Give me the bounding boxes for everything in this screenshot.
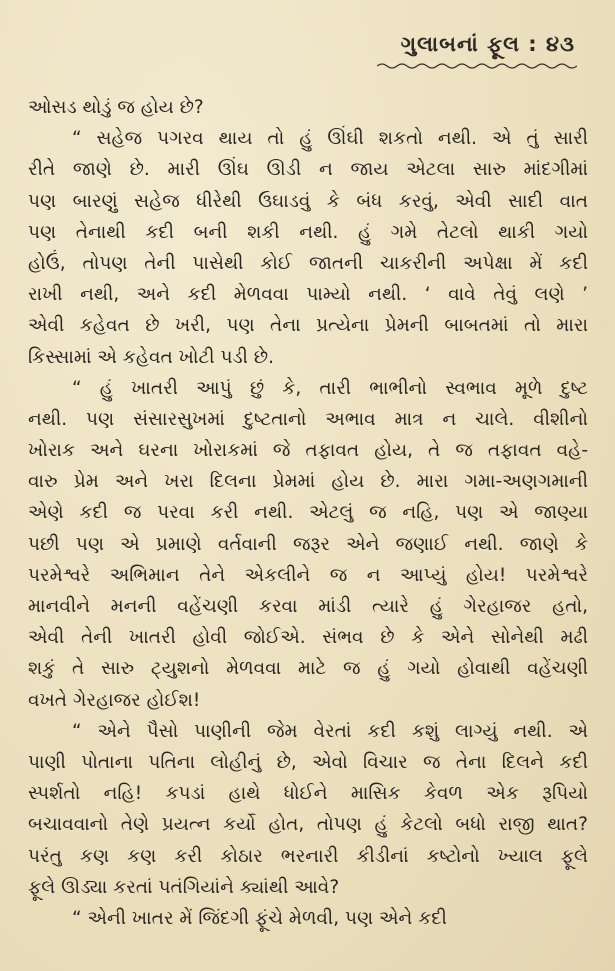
text-line: માનવીને મનની વહેંચણી કરવા માંડી ત્યારે હું ગેરહાજર હતો,: [28, 596, 588, 617]
running-head: ગુલાબનાં ફૂલ : ૪૩: [400, 32, 575, 56]
text-line: કિસ્સામાં એ કહેવત ખોટી પડી છે.: [28, 346, 274, 368]
text-line: પણ તેનાથી કદી બની શકી નથી. હું ગમે તેટલો થાકી ગયો: [28, 221, 588, 243]
text-line: ઓસડ થોડું જ હોય છે?: [28, 97, 204, 118]
body-text: [28, 92, 588, 934]
text-line: એવી કહેવત છે ખરી, પણ તેના પ્રત્યેના પ્રેમની બાબતમાં તો મારા: [28, 315, 588, 337]
text-line: એવી તેની ખાતરી હોવી જોઈએ. સંભવ છે કે એને સોનેથી મઢી: [28, 627, 588, 649]
text-line: સ્પર્શતો નહિ! કપડાં હાથે ધોઈને માસિક કેવળ એક રૂપિયો: [28, 783, 588, 805]
text-line: પરંતુ કણ કણ કરી કોઠાર ભરનારી કીડીનાં કષ્ટોનો ખ્યાલ ફૂલે: [28, 845, 588, 867]
text-line: એણે કદી જ પરવા કરી નથી. એટલું જ નહિ, પણ એ જાણ્યા: [28, 502, 588, 524]
text-line: રાખી નથી, અને કદી મેળવવા પામ્યો નથી. ‘ વાવે તેવું લણે ’: [28, 284, 588, 306]
text-line: રીતે જાણે છે. મારી ઊંઘ ઊડી ન જાય એટલા સારુ માંદગીમાં: [28, 159, 588, 181]
running-head-wavy-rule: [377, 62, 577, 70]
text-line: બચાવવાનો તેણે પ્રયત્ન કર્યો હોત, તોપણ હું કેટલો બધો રાજી થાત?: [28, 814, 588, 836]
text-line: “ એની ખાતર મેં જિંદગી ફૂંચે મેળવી, પણ એને કદી: [72, 907, 447, 929]
text-line: “ સહેજ પગરવ થાય તો હું ઊંઘી શકતો નથી. એ તું સારી: [72, 128, 588, 150]
text-line: ફૂલે ઊડ્યા કરતાં પતંગિયાંને ક્યાંથી આવે?: [28, 876, 340, 898]
text-line: પણ બારણું સહેજ ધીરેથી ઉઘાડવું કે બંધ કરવું, એવી સાદી વાત: [28, 190, 588, 212]
text-line: “ એને પૈસો પાણીની જેમ વેરતાં કદી કશું લાગ્યું નથી. એ: [72, 720, 588, 742]
text-line: “ હું ખાતરી આપું છું કે, તારી ભાભીનો સ્વભાવ મૂળે દુષ્ટ: [72, 377, 588, 399]
text-line: વખતે ગેરહાજર હોઈશ!: [28, 689, 201, 711]
text-line: શકું તે સારુ ટ્યુશનો મેળવવા માટે જ હું ગયો હોવાથી વહેંચણી: [28, 658, 588, 680]
text-line: હોઉં, તોપણ તેની પાસેથી કોઈ જાતની ચાકરીની અપેક્ષા મેં કદી: [28, 252, 588, 274]
text-line: પાણી પોતાના પતિના લોહીનું છે, એવો વિચાર જ તેના દિલને કદી: [28, 751, 588, 773]
text-line: ખોરાક અને ઘરના ખોરાકમાં જે તફાવત હોય, તે જ તફાવત વહે-: [28, 440, 588, 462]
text-line: પછી પણ એ પ્રમાણે વર્તવાની જરૂર એને જણાઈ નથી. જાણે કે: [28, 533, 588, 555]
text-line: પરમેશ્વરે અભિમાન તેને એકલીને જ ન આપ્યું હોય! પરમેશ્વરે: [28, 564, 588, 586]
text-line: નથી. પણ સંસારસુખમાં દુષ્ટતાનો અભાવ માત્ર ન ચાલે. વીશીનો: [28, 408, 588, 430]
text-line: વારુ પ્રેમ અને ખરા દિલના પ્રેમમાં હોય છે. મારા ગમા-અણગમાની: [28, 471, 588, 493]
